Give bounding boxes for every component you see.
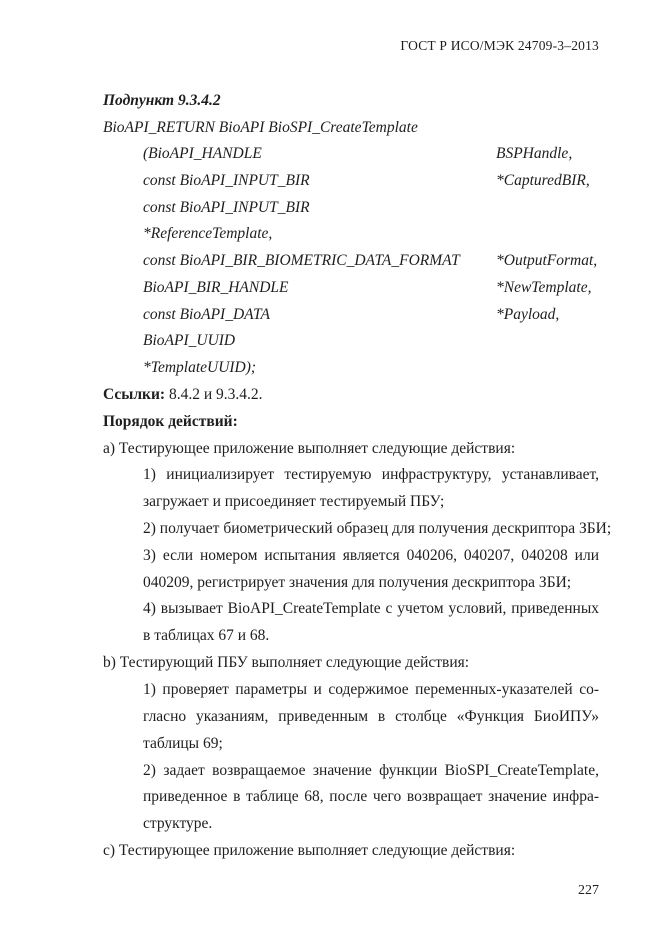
step-a-item-line: загружает и присоединяет тестируемый ПБУ; xyxy=(143,493,445,510)
param-type: *TemplateUUID); xyxy=(143,359,257,376)
signature-return-line: BioAPI_RETURN BioAPI BioSPI_CreateTemplate xyxy=(103,119,418,136)
step-a-item-line: 3) если номером испытания является 040206, 040207, 040208 или xyxy=(143,547,599,564)
step-b-item-line: приведенное в таблице 68, после чего возвращает значение инфра- xyxy=(143,788,599,805)
step-b-intro: b) Тестирующий ПБУ выполняет следующие действия: xyxy=(103,654,470,671)
page-number: 227 xyxy=(578,883,599,898)
param-name: *CapturedBIR, xyxy=(496,172,590,189)
subclause-title: Подпункт 9.3.4.2 xyxy=(103,92,221,109)
param-name: *OutputFormat, xyxy=(496,252,598,269)
param-name: *Payload, xyxy=(496,306,560,323)
standard-header: ГОСТ Р ИСО/МЭК 24709-3–2013 xyxy=(400,38,599,53)
param-type: (BioAPI_HANDLE xyxy=(143,145,262,162)
step-a-intro: a) Тестирующее приложение выполняет следующие действия: xyxy=(103,440,516,457)
step-a-item-line: 2) получает биометрический образец для получения дескриптора ЗБИ; xyxy=(143,520,612,537)
param-type: const BioAPI_BIR_BIOMETRIC_DATA_FORMAT xyxy=(143,252,460,269)
step-b-item-line: гласно указаниям, приведенным в столбце «Функция БиоИПУ» xyxy=(143,708,599,725)
procedure-heading: Порядок действий: xyxy=(103,413,238,430)
param-type: const BioAPI_DATA xyxy=(143,306,270,323)
step-a-item-line: 4) вызывает BioAPI_CreateTemplate с учетом условий, приведенных xyxy=(143,600,599,617)
step-a-item-line: в таблицах 67 и 68. xyxy=(143,627,270,644)
param-type: const BioAPI_INPUT_BIR xyxy=(143,199,310,216)
step-b-item-line: таблицы 69; xyxy=(143,735,223,752)
param-type: const BioAPI_INPUT_BIR xyxy=(143,172,310,189)
param-type: BioAPI_BIR_HANDLE xyxy=(143,279,289,296)
param-type: *ReferenceTemplate, xyxy=(143,225,273,242)
step-a-item-line: 040209, регистрирует значения для получения дескриптора ЗБИ; xyxy=(143,574,572,591)
step-b-item-line: 1) проверяет параметры и содержимое переменных-указателей со- xyxy=(143,681,599,698)
step-b-item-line: структуре. xyxy=(143,815,213,832)
step-b-item-line: 2) задает возвращаемое значение функции BioSPI_CreateTemplate, xyxy=(143,762,599,779)
references-label: Ссылки: xyxy=(103,386,166,403)
param-type: BioAPI_UUID xyxy=(143,332,236,349)
step-a-item-line: 1) инициализирует тестируемую инфраструктуру, устанавливает, xyxy=(143,466,599,483)
references-line xyxy=(103,385,263,405)
step-c-intro: c) Тестирующее приложение выполняет следующие действия: xyxy=(103,842,516,859)
references-text: 8.4.2 и 9.3.4.2. xyxy=(165,386,263,403)
param-name: *NewTemplate, xyxy=(496,279,592,296)
param-name: BSPHandle, xyxy=(496,145,573,162)
